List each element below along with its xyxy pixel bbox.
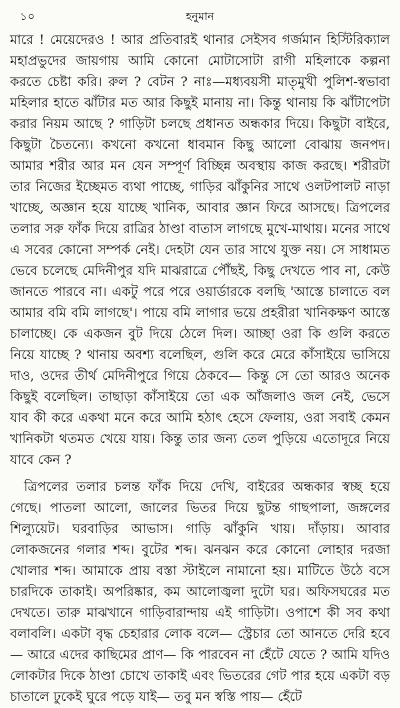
paragraph-2: ত্রিপলের তলার চলন্ত ফাঁক দিয়ে দেখি, বাইরের অন্ধকার স্বচ্ছ হয়ে গেছে। পাতলা আলো, জালের ভিতর দিয়ে ছুটন্ত গাছপালা, জঙ্গলের শিল্যুয়েট। ঘরবাড়ির আভাস। গাড়ি ঝাঁকুনি খায়। দাঁড়ায়। আবার লোকজনের গলার শব্দ। বুটের শব্দ। ঝনঝন করে কোনো লোহার দরজা খোলার শব্দ। আমাকে প্রায় বস্তা স্টাইলে নামানো হয়। মাটিতে উঠে বসে চারদিকে তাকাই। অপরিষ্কার, কম আলোজ্বলা দুটো ঘর। অফিসঘরের মত দেখতে। তারু মাঝখানে গাড়িবারান্দায় এই গাড়িটা। ওপাশে কী সব কথা বলাবলি। একটা বৃদ্ধ চেহারার লোক বলে— স্ট্রেচার তো আনতে দেরি হবে— আরে এদের কাছিমের প্রাণ— কি পারবেন না হেঁটে যেতে ? আমি যদিও লোকটার দিকে ঠাণ্ডা চোখে তাকাই এবং ভিতরের গেট পার হয়ে একটা বড় চাতালে ঢুকেই ঘুরে পড়ে যাই— তবু মন স্বস্তি পায়— হেঁটে <box>10 480 390 705</box>
paragraph-1: মারে ! মেয়েদেরও ! আর প্রতিবারই থানার সেইসব গর্জমান হিস্টিরিক্যাল মহাপ্রভুদের জায়গায় আমি কোনো মোটাসোটা রাগী মহিলাকে কল্পনা করতে চেষ্টা করি। রুল ? বেটন ? নাঃ—মধ্যবয়সী মাতৃমুখী পুলিশ-স্বভাবা মহিলার হাতে ঝাঁটার মত আর কিছুই মানায় না। কিন্তু থানায় কি ঝাঁটাপেটা করার নিয়ম আছে ? গাড়িটা চলছে প্রধানত অন্ধকার দিয়ে। কিছুটা বাইরে, কিছুটা চৈতন্যে। কখনো কখনো ধাবমান কিছু আলো বোঝায় জনপদ। আমার শরীর আর মন যেন সম্পূর্ণ বিচ্ছিন্ন অবস্থায় কাজ করছে। শরীরটা তার নিজের ইচ্ছেমত ব্যথা পাচ্ছে, গাড়ির ঝাঁকুনির সাথে ওলটপালট নাড়া খাচ্ছে, অজ্ঞান হয়ে যাচ্ছে খানিক, আবার জ্ঞান ফিরে আসছে। ত্রিপলের তলার সরু ফাঁক দিয়ে রাত্রির ঠাণ্ডা বাতাস লাগছে মুখে-মাথায়। মনের সাথে এ সবের কোনো সম্পর্ক নেই। দেহটা যেন তার সাথে যুক্ত নয়। সে সাধামত ভেবে চলেছে মেদিনীপুর যদি মাঝরাত্রে পৌঁছই, কিছু দেখতে পাব না, কেউ জানতে পারবে না। একটু পরে পরে ওয়ার্ডারকে বলছি 'আস্তে চালাতে বল আমার বমি বমি লাগছে'। পায়ে বমি লাগার ভয়ে প্রহরীরা খানিকক্ষণ আস্তে চালাচ্ছে। কে একজন বুট দিয়ে ঠেলে দিল। আচ্ছা ওরা কি গুলি করতে নিয়ে যাচ্ছে ? থানায় অবশ্য বলেছিল, গুলি করে মেরে কাঁসাইয়ে ভাসিয়ে দাও, ওদের তীর্থ মেদিনীপুরে গিয়ে ঠেকবে— কিন্তু সে তো আরও অনেক কিছুই বলেছিল। তাছাড়া কাঁসাইয়ে তো এক আঁজলাও জল নেই, ভেসে যাব কী করে একথা মনে করে আমি হঠাৎ হেসে ফেলায়, ওরা সবাই কেমন খানিকটা থতমত খেয়ে যায়। কিন্তু তার জন্য তেল পুড়িয়ে এতোদূরে নিয়ে যাবে কেন ? <box>10 33 390 468</box>
running-title: হনুমান <box>185 10 215 23</box>
body-text <box>10 30 390 708</box>
page-number: ১০ <box>20 10 36 23</box>
page-header <box>10 0 390 24</box>
